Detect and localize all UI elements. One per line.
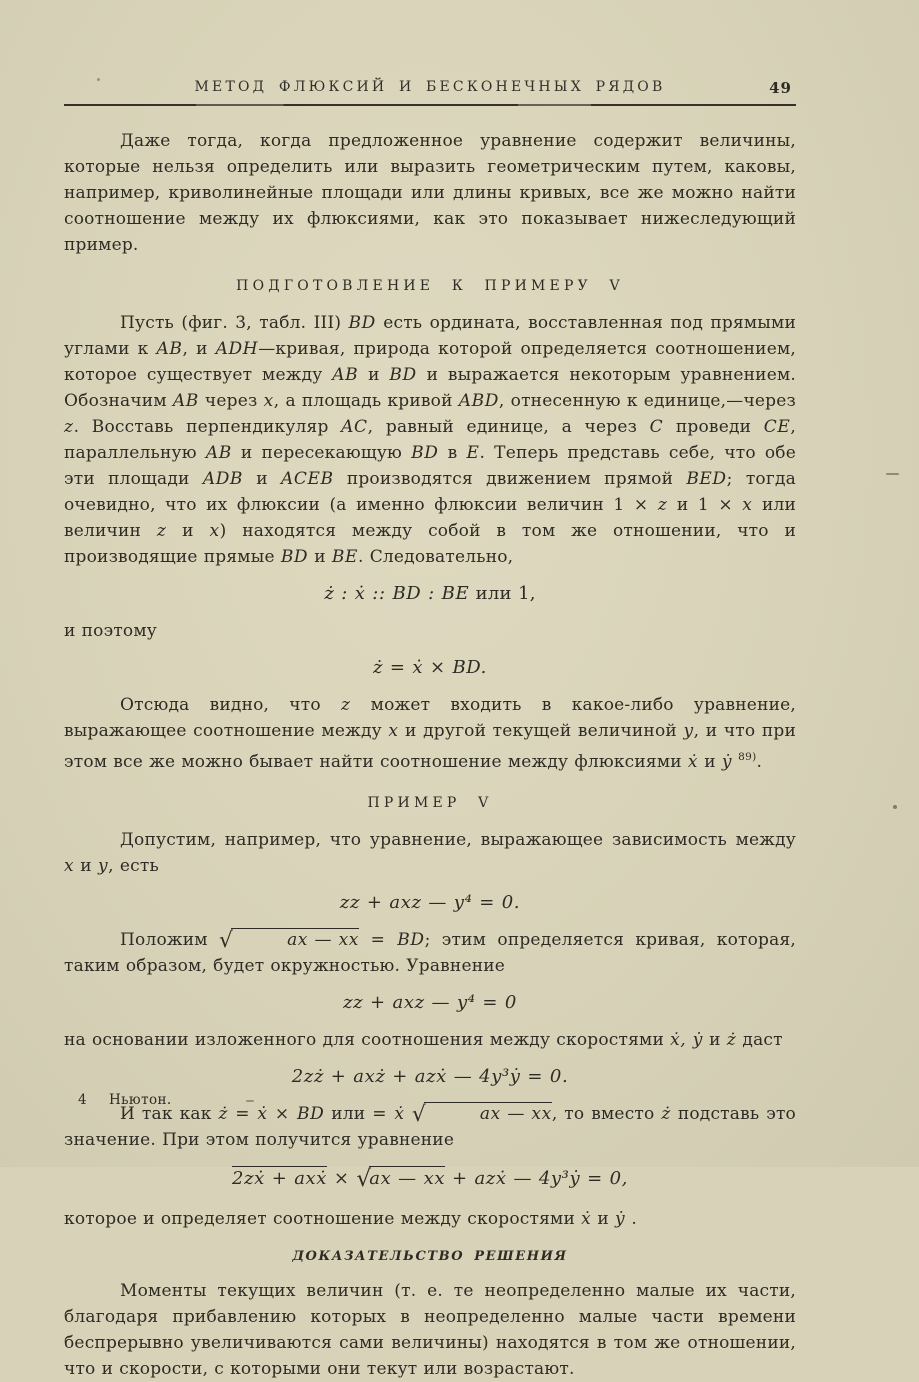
paragraph-velocities: на основании изложенного для соотношения между скоростями ẋ, ẏ и ż даст xyxy=(64,1030,783,1050)
page-number: 49 xyxy=(769,79,792,97)
paragraph-circle: Положим √ ax — xx = BD; этим определяется кривая, которая, таким образом, будет окружностью. Уравнение xyxy=(64,928,796,976)
section-heading-example: ПРИМЕР V xyxy=(367,795,493,811)
paragraph-relation: которое и определяет соотношение между скоростями ẋ и ẏ . xyxy=(64,1209,637,1229)
ink-speck xyxy=(893,805,897,809)
signature-line xyxy=(78,1092,172,1108)
signature-number: 4 xyxy=(78,1092,87,1108)
ink-speck xyxy=(886,473,899,475)
header-rule xyxy=(64,104,796,106)
display-equation-fluxion: ż = ẋ × BD. xyxy=(372,657,488,678)
paragraph-intro: Даже тогда, когда предложенное уравнение содержит величины, которые нельзя определить или выразить геометрическим путем, каковы, например, криволинейные площади или длины кривых, все же можно найти соотношение между их флюксиями, как это показывает нижеследующий пример. xyxy=(64,131,796,255)
signature-name: Ньютон. xyxy=(109,1092,172,1108)
running-title: МЕТОД ФЛЮКСИЙ И БЕСКОНЕЧНЫХ РЯДОВ xyxy=(194,79,666,95)
paragraph-moments: Моменты текущих величин (т. е. те неопределенно малые их части, благодаря прибавлению которых в неопределенно малые части времени беспрерывно увеличиваются сами величины) находятся в том же отношении, что и скорости, с которыми они текут или возрастают. xyxy=(64,1281,796,1379)
display-equation-final: 2zẋ + axẋ × √ax — xx + azẋ — 4y³ẏ = 0, xyxy=(232,1166,628,1192)
paragraph-substitute: И так как ż = ẋ × BD или = ẋ √ ax — xx, то вместо ż подставь это значение. При этом получится уравнение xyxy=(64,1102,796,1150)
display-equation-main: zz + axz — y⁴ = 0. xyxy=(339,892,521,913)
display-equation-repeat: zz + axz — y⁴ = 0 xyxy=(343,992,517,1013)
paragraph-assume: Допустим, например, что уравнение, выражающее зависимость между x и y, есть xyxy=(64,830,796,876)
ink-speck xyxy=(246,1100,254,1102)
running-head xyxy=(64,0,796,95)
section-heading-preparation: ПОДГОТОВЛЕНИЕ К ПРИМЕРУ V xyxy=(236,278,624,294)
paragraph-therefore: и поэтому xyxy=(64,621,157,641)
section-heading-proof: ДОКАЗАТЕЛЬСТВО РЕШЕНИЯ xyxy=(292,1249,568,1264)
display-equation-derived: 2zż + axż + azẋ — 4y³ẏ = 0. xyxy=(291,1066,569,1087)
page-body xyxy=(64,128,796,1382)
text-column xyxy=(64,0,796,1382)
paragraph-hence: Отсюда видно, что z может входить в какое-либо уравнение, выражающее соотношение между x и другой текущей величиной y, и что при этом все же можно бывает найти соотношение между флюксиями ẋ и ẏ $^{89)}$. xyxy=(64,695,796,772)
display-equation-proportion: ż : ẋ :: BD : BE или 1, xyxy=(324,583,536,604)
paragraph-preparation: Пусть (фиг. 3, табл. III) BD есть ордината, восставленная под прямыми углами к AB, и ADH—кривая, природа которой определяется соотношением, которое существует между AB и BD и выражается некоторым уравнением. Обозначим AB через x, а площадь кривой ABD, отнесенную к единице,—через z. Восставь перпендикуляр AC, равный единице, а через C проведи CE, параллельную AB и пересекающую BD в E. Теперь представь себе, что обе эти площади ADB и ACEB производятся движением прямой BED; тогда очевидно, что их флюксии (а именно флюксии величин 1 × z и 1 × x или величин z и x) находятся между собой в том же отношении, что и производящие прямые BD и BE. Следовательно, xyxy=(64,313,797,567)
ink-speck xyxy=(97,78,100,81)
